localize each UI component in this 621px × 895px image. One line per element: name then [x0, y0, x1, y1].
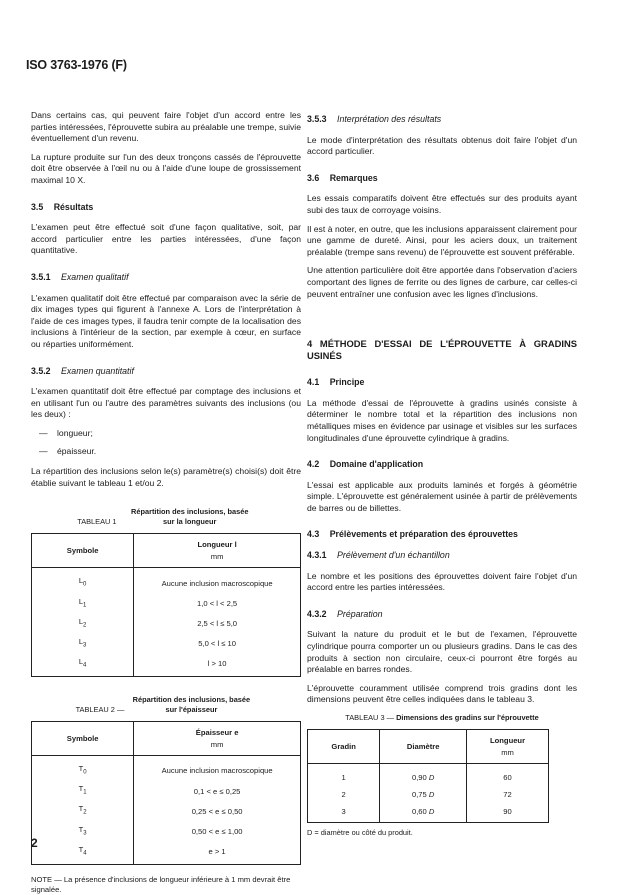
column-header: Diamètre: [380, 730, 467, 764]
section-heading-3-5-2: [31, 366, 301, 378]
section-title: Domaine d'application: [329, 459, 424, 470]
section-number: 3.5.1: [31, 271, 51, 282]
table-title: Répartition des inclusions, basée sur la longueur: [131, 507, 249, 527]
paragraph: Une attention particulière doit être apportée dans l'observation d'aciers comportant des lignes de ferrite ou des lignes de carbure, car celles-ci peuvent entraîner une confusion avec les lignes d'inclusions.: [307, 265, 577, 299]
value-cell: Aucune inclusion macroscopique: [161, 766, 273, 776]
table-title: Répartition des inclusions, basée sur l'épaisseur: [132, 694, 251, 714]
table-row: [32, 822, 301, 842]
paragraph: Le nombre et les positions des éprouvettes doivent faire l'objet d'un accord entre les parties intéressées.: [307, 570, 577, 593]
table-3: [307, 729, 549, 823]
paragraph: La répartition des inclusions selon le(s) paramètre(s) choisi(s) doit être établie suivant le tableau 1 et/ou 2.: [31, 466, 301, 488]
paragraph: La méthode d'essai de l'éprouvette à gradins usinés consiste à déterminer le nombre total et la répartition des inclusions non métalliques mises en évidence par usinage et visibles sur les surfaces longitudinales d'une éprouvette cylindrique à gradins.: [307, 397, 577, 443]
chapter-heading-4: 4 MÉTHODE D'ESSAI DE L'ÉPROUVETTE À GRADINS USINÉS: [307, 338, 577, 362]
section-number: 3.5.3: [307, 114, 327, 124]
page-number: 2: [31, 836, 38, 850]
symbol-cell: $T_3$: [32, 822, 134, 842]
document-header: ISO 3763-1976 (F): [26, 58, 127, 72]
diameter-cell: 0,90 D: [380, 764, 467, 787]
section-number: 4.2: [307, 459, 320, 470]
table-row: [32, 634, 301, 654]
list-item: [39, 428, 301, 440]
table-label: TABLEAU 3 —: [345, 713, 395, 722]
diameter-cell: 0,60 D: [380, 803, 467, 823]
table-3-caption: [307, 713, 577, 723]
section-number: 4.3.2: [307, 608, 327, 619]
paragraph: L'examen quantitatif doit être effectué par comptage des inclusions et en utilisant l'un ou l'autre des paramètres suivants des inclusions (ou les deux) :: [31, 386, 301, 420]
gradin-cell: 3: [308, 803, 380, 823]
table-row: [32, 654, 301, 677]
paragraph: La rupture produite sur l'un des deux tronçons cassés de l'éprouvette doit être observée à l'œil nu ou à l'aide d'une loupe de grossissement maximal 10 X.: [31, 151, 301, 185]
section-title: Prélèvement d'un échantillon: [337, 550, 450, 561]
length-cell: 72: [503, 789, 512, 799]
value-cell: l > 10: [207, 659, 227, 669]
column-header-unit: mm: [501, 747, 514, 757]
symbol-cell: $L_0$: [32, 568, 134, 594]
section-title: Principe: [329, 377, 365, 388]
table-row: [32, 801, 301, 821]
diameter-cell: 0,75 D: [380, 786, 467, 803]
symbol-cell: $T_2$: [32, 801, 134, 821]
paragraph: Dans certains cas, qui peuvent faire l'objet d'un accord entre les parties intéressées, l'éprouvette subira au préalable une trempe, suivie éventuellement d'un revenu.: [31, 110, 301, 144]
value-cell: 0,50 < e ≤ 1,00: [191, 826, 243, 836]
value-cell: 0,1 < e ≤ 0,25: [193, 786, 241, 796]
table-3-footnote: D = diamètre ou côté du produit.: [307, 828, 413, 838]
column-header-label: Épaisseur e: [195, 727, 239, 737]
section-number: 4.3: [307, 529, 320, 540]
list-item-text: longueur;: [57, 427, 93, 438]
list-item: [39, 446, 301, 458]
column-header-label: Longueur: [490, 736, 526, 745]
list-item-text: épaisseur.: [57, 446, 97, 457]
symbol-cell: $L_2$: [32, 614, 134, 634]
section-title: Prélèvements et préparation des éprouvettes: [329, 529, 518, 540]
length-cell: 90: [503, 806, 512, 816]
table-row: [32, 568, 301, 594]
table-row: [32, 756, 301, 782]
section-heading-3-6: [307, 173, 577, 185]
section-heading-4-1: [307, 377, 577, 389]
section-heading-4-3-1: [307, 550, 577, 562]
paragraph: Suivant la nature du produit et le but de l'examen, l'éprouvette cylindrique pourra comporter un ou plusieurs gradins. Dans le cas des produits à section non circulaire, ceux-ci pourront être forgés au préalable en barres rondes.: [307, 629, 577, 675]
paragraph: L'essai est applicable aux produits laminés et forgés à géométrie simple. L'éprouvette est généralement usinée à partir de prélèvements de barres ou de billettes.: [307, 479, 577, 513]
section-title: Examen quantitatif: [61, 365, 134, 376]
table-row: [308, 786, 549, 803]
section-title: Résultats: [53, 201, 94, 212]
table-header-row: [32, 721, 301, 755]
section-heading-4-3-2: [307, 609, 577, 621]
section-number: 4.3.1: [307, 550, 327, 561]
table-row: [32, 842, 301, 865]
value-cell: 0,25 < e ≤ 0,50: [191, 806, 243, 816]
section-heading-3-5-3: [307, 114, 577, 126]
table-header-row: [32, 534, 301, 568]
column-header: [134, 721, 301, 755]
column-header-unit: mm: [210, 551, 224, 561]
table-row: [308, 803, 549, 823]
table-label: TABLEAU 1: [77, 517, 117, 527]
column-header: Symbole: [32, 534, 134, 568]
table-header-row: [308, 730, 549, 764]
table-2: [31, 721, 301, 865]
table-row: [32, 594, 301, 614]
gradin-cell: 1: [308, 764, 380, 787]
section-heading-4-2: [307, 459, 577, 471]
symbol-cell: $T_1$: [32, 781, 134, 801]
section-title: Remarques: [329, 172, 378, 183]
value-cell: e > 1: [208, 846, 226, 856]
table-1-caption: [31, 507, 301, 527]
parameter-list: [31, 428, 301, 458]
paragraph: L'examen qualitatif doit être effectué par comparaison avec la série de dix images types qui figurent à l'annexe A. Lors de l'interprétation à l'aide de ces images types, il faudra tenir compte de la localisation des inclusions à l'intérieur de la section, par exemple à cœur, en surface ou réparties uniformément.: [31, 292, 301, 349]
right-column: [307, 110, 577, 839]
gradin-cell: 2: [308, 786, 380, 803]
symbol-cell: $L_4$: [32, 654, 134, 677]
paragraph: Le mode d'interprétation des résultats obtenus doit faire l'objet d'un accord particulier.: [307, 134, 577, 157]
table-row: [32, 614, 301, 634]
section-number: 4.1: [307, 377, 320, 388]
section-heading-3-5: [31, 202, 301, 214]
symbol-cell: $L_3$: [32, 634, 134, 654]
table-2-caption: [31, 695, 301, 715]
section-number: 3.5.2: [31, 365, 51, 376]
table-row: [32, 781, 301, 801]
symbol-cell: $T_0$: [32, 756, 134, 782]
symbol-cell: $T_4$: [32, 842, 134, 865]
value-cell: 5,0 < l ≤ 10: [198, 639, 236, 649]
column-header-label: Longueur l: [197, 540, 237, 550]
column-header: [134, 534, 301, 568]
section-title: Examen qualitatif: [61, 271, 129, 282]
length-cell: 60: [503, 772, 512, 782]
table-title: Dimensions des gradins sur l'éprouvette: [396, 713, 539, 722]
table-1: [31, 533, 301, 677]
column-header: [467, 730, 549, 764]
table-label: TABLEAU 2 —: [75, 704, 125, 714]
column-header: Symbole: [32, 721, 134, 755]
section-title: Interprétation des résultats: [337, 114, 442, 124]
section-number: 3.6: [307, 172, 320, 183]
dash-bullet: —: [39, 446, 48, 457]
section-title: Préparation: [337, 608, 383, 619]
dash-bullet: —: [39, 427, 48, 438]
column-header-unit: mm: [210, 739, 224, 749]
paragraph: L'éprouvette couramment utilisée comprend trois gradins dont les dimensions peuvent être celles indiquées dans le tableau 3.: [307, 682, 577, 705]
value-cell: 1,0 < l < 2,5: [197, 598, 238, 608]
symbol-cell: $L_1$: [32, 594, 134, 614]
column-header: Gradin: [308, 730, 380, 764]
section-heading-3-5-1: [31, 272, 301, 284]
table-row: [308, 764, 549, 787]
value-cell: Aucune inclusion macroscopique: [161, 578, 273, 588]
left-column: [31, 110, 301, 895]
paragraph: Il est à noter, en outre, que les inclusions apparaissent clairement pour une gamme de dureté. Ainsi, pour les aciers doux, un traitement préalable (trempe sans revenu) de l'éprouvette est souvent préférable.: [307, 223, 577, 257]
paragraph: Les essais comparatifs doivent être effectués sur des produits ayant subi des taux de corroyage voisins.: [307, 193, 577, 215]
table-note: NOTE — La présence d'inclusions de longueur inférieure à 1 mm devrait être signalée.: [31, 874, 291, 894]
section-number: 3.5: [31, 201, 44, 212]
value-cell: 2,5 < l ≤ 5,0: [197, 618, 238, 628]
paragraph: L'examen peut être effectué soit d'une façon qualitative, soit, par accord particulier entre les parties intéressées, d'une façon quantitative.: [31, 222, 301, 256]
section-heading-4-3: [307, 529, 577, 541]
